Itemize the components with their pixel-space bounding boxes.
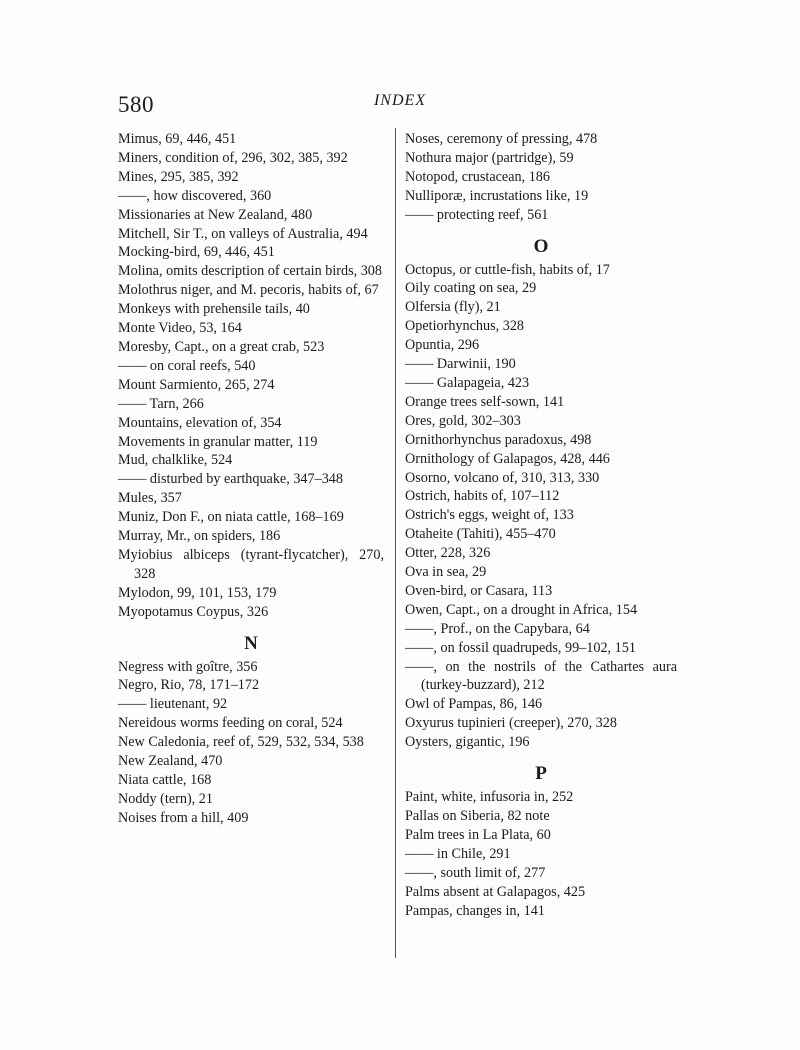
index-entry: Nereidous worms feeding on coral, 524	[118, 715, 343, 732]
index-entry: Nulliporæ, incrustations like, 19	[405, 187, 589, 204]
index-entry: Negress with goître, 356	[118, 658, 258, 675]
index-entry: Mountains, elevation of, 354	[118, 414, 282, 431]
index-entry: Mines, 295, 385, 392	[118, 168, 239, 185]
index-entries-m	[118, 130, 384, 622]
index-entry: Pallas on Siberia, 82 note	[405, 808, 550, 824]
index-entry: Opuntia, 296	[405, 337, 480, 354]
column-divider	[395, 128, 396, 958]
section-letter-o: O	[533, 235, 549, 257]
index-entry: Monte Video, 53, 164	[118, 320, 242, 337]
index-entry: New Zealand, 470	[118, 753, 223, 770]
index-entry: —— Darwinii, 190	[405, 356, 516, 373]
page-number: 580	[118, 92, 154, 117]
index-entry: Monkeys with prehensile tails, 40	[118, 301, 310, 318]
index-entry: Ostrich's eggs, weight of, 133	[405, 507, 574, 524]
index-entry: —— protecting reef, 561	[405, 206, 549, 223]
index-entries-n-continued	[405, 130, 677, 225]
index-entry: Mylodon, 99, 101, 153, 179	[118, 584, 277, 601]
index-entry: Noses, ceremony of pressing, 478	[405, 131, 598, 147]
index-entry: ——, on fossil quadrupeds, 99–102, 151	[405, 639, 636, 656]
index-entry: Muniz, Don F., on niata cattle, 168–169	[118, 509, 344, 526]
index-entry: Owl of Pampas, 86, 146	[405, 696, 543, 713]
index-entry: Oysters, gigantic, 196	[405, 734, 530, 751]
index-entry: Olfersia (fly), 21	[405, 299, 501, 316]
index-entry: ——, south limit of, 277	[405, 864, 546, 881]
index-entry: Oily coating on sea, 29	[405, 280, 537, 297]
left-column	[118, 130, 384, 828]
index-entry: Otter, 228, 326	[405, 545, 491, 562]
index-entry: Mud, chalklike, 524	[118, 452, 233, 469]
index-entry: Osorno, volcano of, 310, 313, 330	[405, 469, 600, 486]
index-entry: Palms absent at Galapagos, 425	[405, 883, 586, 900]
index-entry: Notopod, crustacean, 186	[405, 168, 550, 185]
index-entry: ——, how discovered, 360	[118, 187, 272, 204]
index-entry: Noddy (tern), 21	[118, 790, 213, 807]
index-entry: Molina, omits description of certain birds, 308	[118, 263, 382, 280]
section-letter-p: P	[535, 763, 547, 785]
index-entry: Ostrich, habits of, 107–112	[405, 488, 560, 505]
index-entry: Niata cattle, 168	[118, 772, 212, 788]
index-entries-n	[118, 658, 384, 828]
index-entry: Ornithology of Galapagos, 428, 446	[405, 450, 610, 467]
index-entry: Mules, 357	[118, 490, 182, 507]
index-entry: —— lieutenant, 92	[118, 696, 228, 713]
index-entry: Paint, white, infusoria in, 252	[405, 789, 574, 806]
index-entry: —— on coral reefs, 540	[118, 357, 256, 374]
index-entry: Miners, condition of, 296, 302, 385, 392	[118, 149, 348, 166]
index-entry: Nothura major (partridge), 59	[405, 149, 574, 166]
index-entry: Ornithorhynchus paradoxus, 498	[405, 431, 592, 448]
index-entries-p	[405, 788, 677, 920]
index-entry: Movements in granular matter, 119	[118, 433, 318, 450]
index-entry: Orange trees self-sown, 141	[405, 393, 565, 410]
index-entry: —— in Chile, 291	[405, 845, 511, 862]
right-column	[405, 130, 677, 920]
index-entry: Mimus, 69, 446, 451	[118, 131, 237, 147]
index-entry: Mount Sarmiento, 265, 274	[118, 376, 275, 393]
index-entry: Opetiorhynchus, 328	[405, 318, 525, 335]
index-entries-o	[405, 261, 677, 753]
index-entry: ——, on the nostrils of the Cathartes aura (turkey-buzzard), 212	[405, 658, 677, 694]
index-entry: Mitchell, Sir T., on valleys of Australia, 494	[118, 225, 368, 242]
index-entry: Palm trees in La Plata, 60	[405, 826, 551, 843]
index-entry: Oxyurus tupinieri (creeper), 270, 328	[405, 715, 617, 732]
index-entry: Oven-bird, or Casara, 113	[405, 582, 553, 599]
index-entry: Owen, Capt., on a drought in Africa, 154	[405, 601, 638, 618]
index-entry: Octopus, or cuttle-fish, habits of, 17	[405, 261, 610, 278]
index-entry: Ova in sea, 29	[405, 564, 487, 581]
index-entry: Molothrus niger, and M. pecoris, habits of, 67	[118, 282, 379, 299]
index-entry: Myiobius albiceps (tyrant-flycatcher), 270, 328	[118, 546, 384, 582]
index-entry: Murray, Mr., on spiders, 186	[118, 528, 281, 545]
index-entry: Moresby, Capt., on a great crab, 523	[118, 338, 325, 355]
index-entry: Negro, Rio, 78, 171–172	[118, 677, 260, 694]
index-entry: Pampas, changes in, 141	[405, 902, 545, 919]
index-entry: —— Galapageia, 423	[405, 374, 530, 391]
index-entry: —— disturbed by earthquake, 347–348	[118, 471, 343, 488]
section-letter-n: N	[244, 632, 258, 654]
index-entry: —— Tarn, 266	[118, 395, 204, 412]
index-entry: Noises from a hill, 409	[118, 809, 249, 826]
index-entry: Ores, gold, 302–303	[405, 412, 521, 429]
index-entry: ——, Prof., on the Capybara, 64	[405, 620, 590, 637]
index-entry: New Caledonia, reef of, 529, 532, 534, 538	[118, 734, 364, 751]
index-entry: Mocking-bird, 69, 446, 451	[118, 244, 275, 261]
index-entry: Missionaries at New Zealand, 480	[118, 206, 313, 223]
index-entry: Myopotamus Coypus, 326	[118, 603, 269, 620]
running-head: INDEX	[373, 92, 427, 109]
index-entry: Otaheite (Tahiti), 455–470	[405, 526, 556, 543]
